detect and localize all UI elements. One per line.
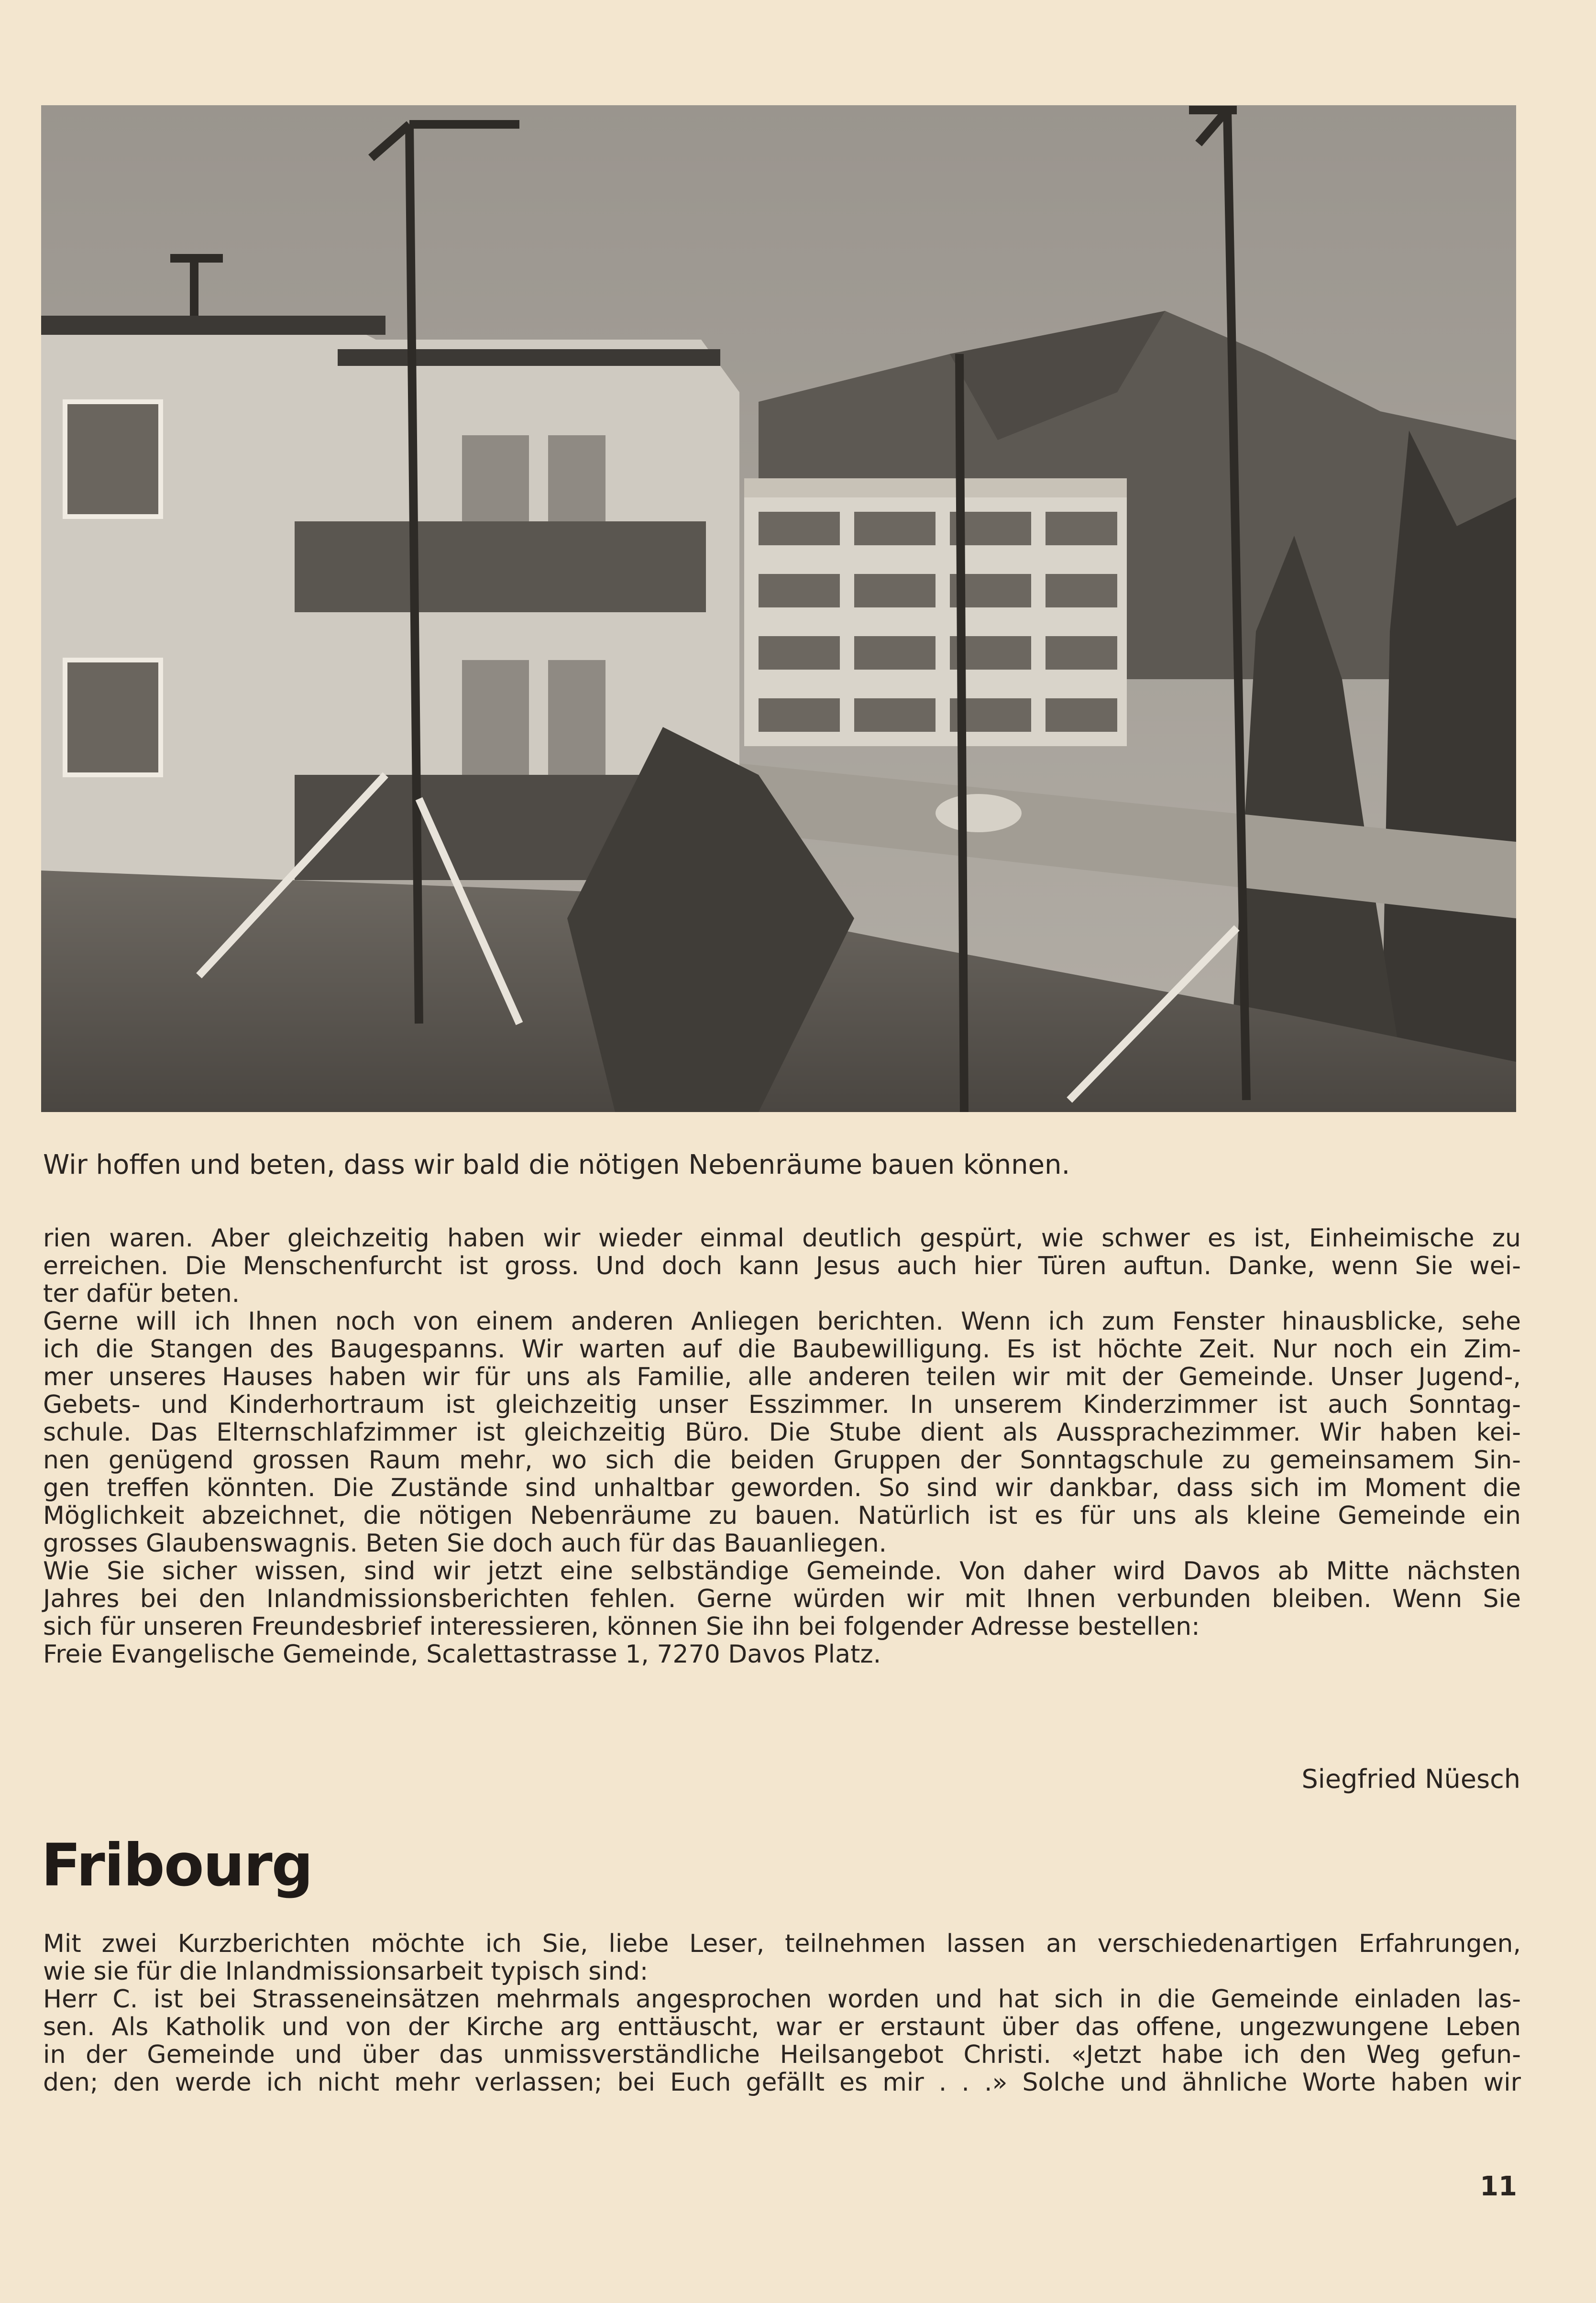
section-heading: Fribourg xyxy=(41,1831,313,1899)
text-line: mer unseres Hauses haben wir für uns als Familie, alle anderen teilen wir mit der Gemeinde. Unser Jugend-, xyxy=(43,1363,1521,1391)
text-line: rien waren. Aber gleichzeitig haben wir wieder einmal deutlich gespürt, wie schwer es ist, Einheimische zu xyxy=(43,1224,1521,1253)
text-line: in der Gemeinde und über das unmissverständliche Heilsangebot Christi. «Jetzt habe ich den Weg gefun- xyxy=(43,2040,1521,2069)
text-line: nen genügend grossen Raum mehr, wo sich die beiden Gruppen der Sonntagschule zu gemeinsamem Sin- xyxy=(43,1446,1521,1475)
text-line: ter dafür beten. xyxy=(43,1279,240,1308)
text-line: erreichen. Die Menschenfurcht ist gross. Und doch kann Jesus auch hier Türen auftun. Danke, wenn Sie wei- xyxy=(43,1252,1521,1280)
text-line: Möglichkeit abzeichnet, die nötigen Nebenräume zu bauen. Natürlich ist es für uns als kleine Gemeinde ein xyxy=(43,1501,1521,1530)
text-line: Jahres bei den Inlandmissionsberichten fehlen. Gerne würden wir mit Ihnen verbunden bleiben. Wenn Sie xyxy=(43,1585,1521,1613)
text-line: schule. Das Elternschlafzimmer ist gleichzeitig Büro. Die Stube dient als Aussprachezimmer. Wir haben kei- xyxy=(43,1418,1521,1447)
building-photo xyxy=(41,105,1516,1112)
text-line: den; den werde ich nicht mehr verlassen; bei Euch gefällt es mir . . .» Solche und ähnliche Worte haben wir xyxy=(43,2068,1521,2097)
author-signature: Siegfried Nüesch xyxy=(1301,1764,1520,1794)
photo-caption: Wir hoffen und beten, dass wir bald die nötigen Nebenräume bauen können. xyxy=(43,1149,1070,1180)
text-line: Wie Sie sicher wissen, sind wir jetzt eine selbständige Gemeinde. Von daher wird Davos ab Mitte nächsten xyxy=(43,1557,1521,1586)
text-line: gen treffen könnten. Die Zustände sind unhaltbar geworden. So sind wir dankbar, dass sich im Moment die xyxy=(43,1474,1521,1502)
text-line: Freie Evangelische Gemeinde, Scalettastrasse 1, 7270 Davos Platz. xyxy=(43,1640,881,1669)
text-line: Gerne will ich Ihnen noch von einem anderen Anliegen berichten. Wenn ich zum Fenster hinausblicke, sehe xyxy=(43,1307,1521,1336)
text-line: Mit zwei Kurzberichten möchte ich Sie, liebe Leser, teilnehmen lassen an verschiedenartigen Erfahrungen, xyxy=(43,1929,1521,1958)
article-davos-body xyxy=(43,1224,1521,1668)
building-photo-image xyxy=(41,105,1516,1112)
text-line: Gebets- und Kinderhortraum ist gleichzeitig unser Esszimmer. In unserem Kinderzimmer ist auch Sonntag- xyxy=(43,1390,1521,1419)
article-fribourg-body xyxy=(43,1930,1521,2096)
text-line: wie sie für die Inlandmissionsarbeit typisch sind: xyxy=(43,1957,649,1986)
page-number: 11 xyxy=(1480,2171,1517,2202)
text-line: sich für unseren Freundesbrief interessieren, können Sie ihn bei folgender Adresse bestellen: xyxy=(43,1612,1200,1641)
text-line: ich die Stangen des Baugespanns. Wir warten auf die Baubewilligung. Es ist höchte Zeit. Nur noch ein Zim- xyxy=(43,1335,1521,1364)
text-line: grosses Glaubenswagnis. Beten Sie doch auch für das Bauanliegen. xyxy=(43,1529,887,1558)
text-line: Herr C. ist bei Strasseneinsätzen mehrmals angesprochen worden und hat sich in die Gemeinde einladen las- xyxy=(43,1985,1521,2014)
text-line: sen. Als Katholik und von der Kirche arg enttäuscht, war er erstaunt über das offene, ungezwungene Leben xyxy=(43,2013,1521,2041)
